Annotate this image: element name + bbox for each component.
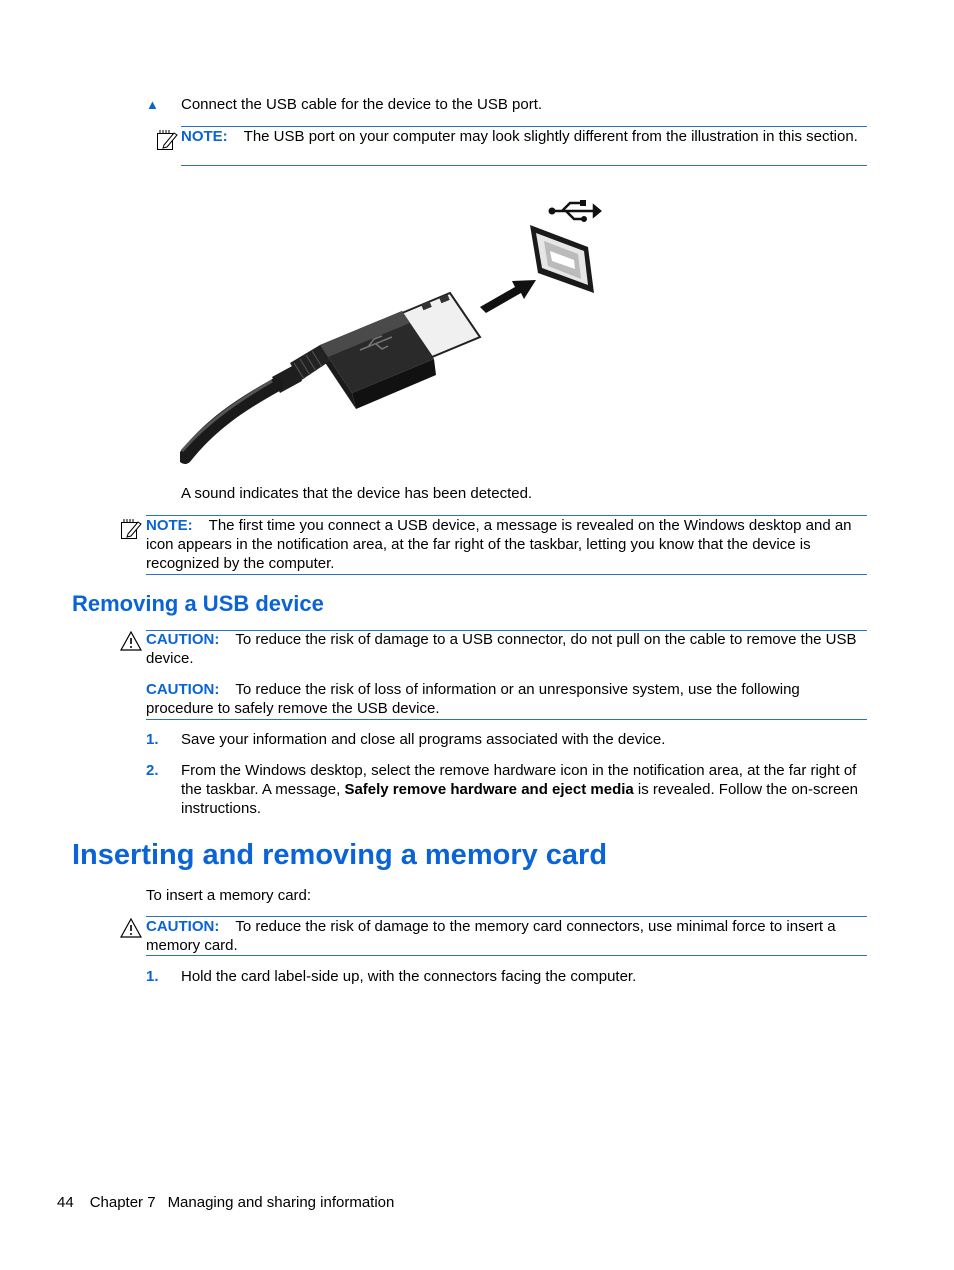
usb-symbol-icon bbox=[549, 200, 601, 222]
caution-rule-bottom bbox=[146, 955, 867, 956]
usb-plug bbox=[272, 293, 480, 409]
note-text: The USB port on your computer may look slightly different from the illustration in this section. bbox=[243, 128, 858, 145]
page-footer bbox=[57, 1193, 394, 1212]
sound-text: A sound indicates that the device has been detected. bbox=[181, 485, 533, 502]
note-icon bbox=[120, 517, 142, 541]
step-text-part: is revealed. Follow the on-screen instructions. bbox=[181, 781, 859, 817]
page-title: Inserting and removing a memory card bbox=[72, 839, 608, 871]
note-icon bbox=[156, 128, 178, 152]
step-number: 2. bbox=[146, 762, 159, 779]
page-number: 44 bbox=[57, 1194, 74, 1211]
usb-connector-illustration bbox=[180, 195, 610, 470]
step-text-part: From the Windows desktop, select the remove hardware icon in the notification area, at the far right of the taskbar. A message, bbox=[181, 762, 857, 798]
step-text: Connect the USB cable for the device to the USB port. bbox=[181, 96, 543, 113]
note-body bbox=[181, 127, 867, 146]
caution-body bbox=[146, 630, 861, 668]
caution-rule-bottom bbox=[146, 719, 867, 720]
step-text-bold: Safely remove hardware and eject media bbox=[344, 781, 634, 798]
note-body bbox=[146, 516, 861, 573]
caution-text: To reduce the risk of loss of information or an unresponsive system, use the following procedure to safely remove the USB device. bbox=[146, 681, 800, 717]
caution-body bbox=[146, 680, 861, 718]
step-text bbox=[181, 761, 867, 818]
insert-arrow-icon bbox=[480, 280, 536, 313]
caution-label: CAUTION: bbox=[146, 918, 220, 935]
note-rule-bottom bbox=[181, 165, 867, 166]
step-text: Save your information and close all programs associated with the device. bbox=[181, 731, 666, 748]
step-number: 1. bbox=[146, 968, 159, 985]
caution-text: To reduce the risk of damage to the memory card connectors, use minimal force to insert a memory card. bbox=[146, 918, 836, 954]
note-label: NOTE: bbox=[181, 128, 228, 145]
step-bullet: ▲ bbox=[146, 97, 159, 112]
intro-text: To insert a memory card: bbox=[146, 887, 312, 904]
caution-label: CAUTION: bbox=[146, 681, 220, 698]
section-heading: Removing a USB device bbox=[72, 591, 324, 616]
caution-icon bbox=[120, 918, 142, 938]
caution-body bbox=[146, 917, 861, 955]
caution-icon bbox=[120, 631, 142, 651]
caution-label: CAUTION: bbox=[146, 631, 220, 648]
footer-chapter: Chapter 7 bbox=[89, 1194, 156, 1211]
note-rule-bottom bbox=[146, 574, 867, 575]
caution-text: To reduce the risk of damage to a USB connector, do not pull on the cable to remove the USB device. bbox=[146, 631, 857, 667]
footer-chapter-title: Managing and sharing information bbox=[167, 1194, 395, 1211]
step-text: Hold the card label-side up, with the connectors facing the computer. bbox=[181, 968, 637, 985]
note-text: The first time you connect a USB device, a message is revealed on the Windows desktop and an icon appears in the notification area, at the far right of the taskbar, letting you know that the device is recognized by the computer. bbox=[146, 517, 852, 572]
note-label: NOTE: bbox=[146, 517, 193, 534]
usb-port bbox=[530, 225, 594, 293]
step-number: 1. bbox=[146, 731, 159, 748]
